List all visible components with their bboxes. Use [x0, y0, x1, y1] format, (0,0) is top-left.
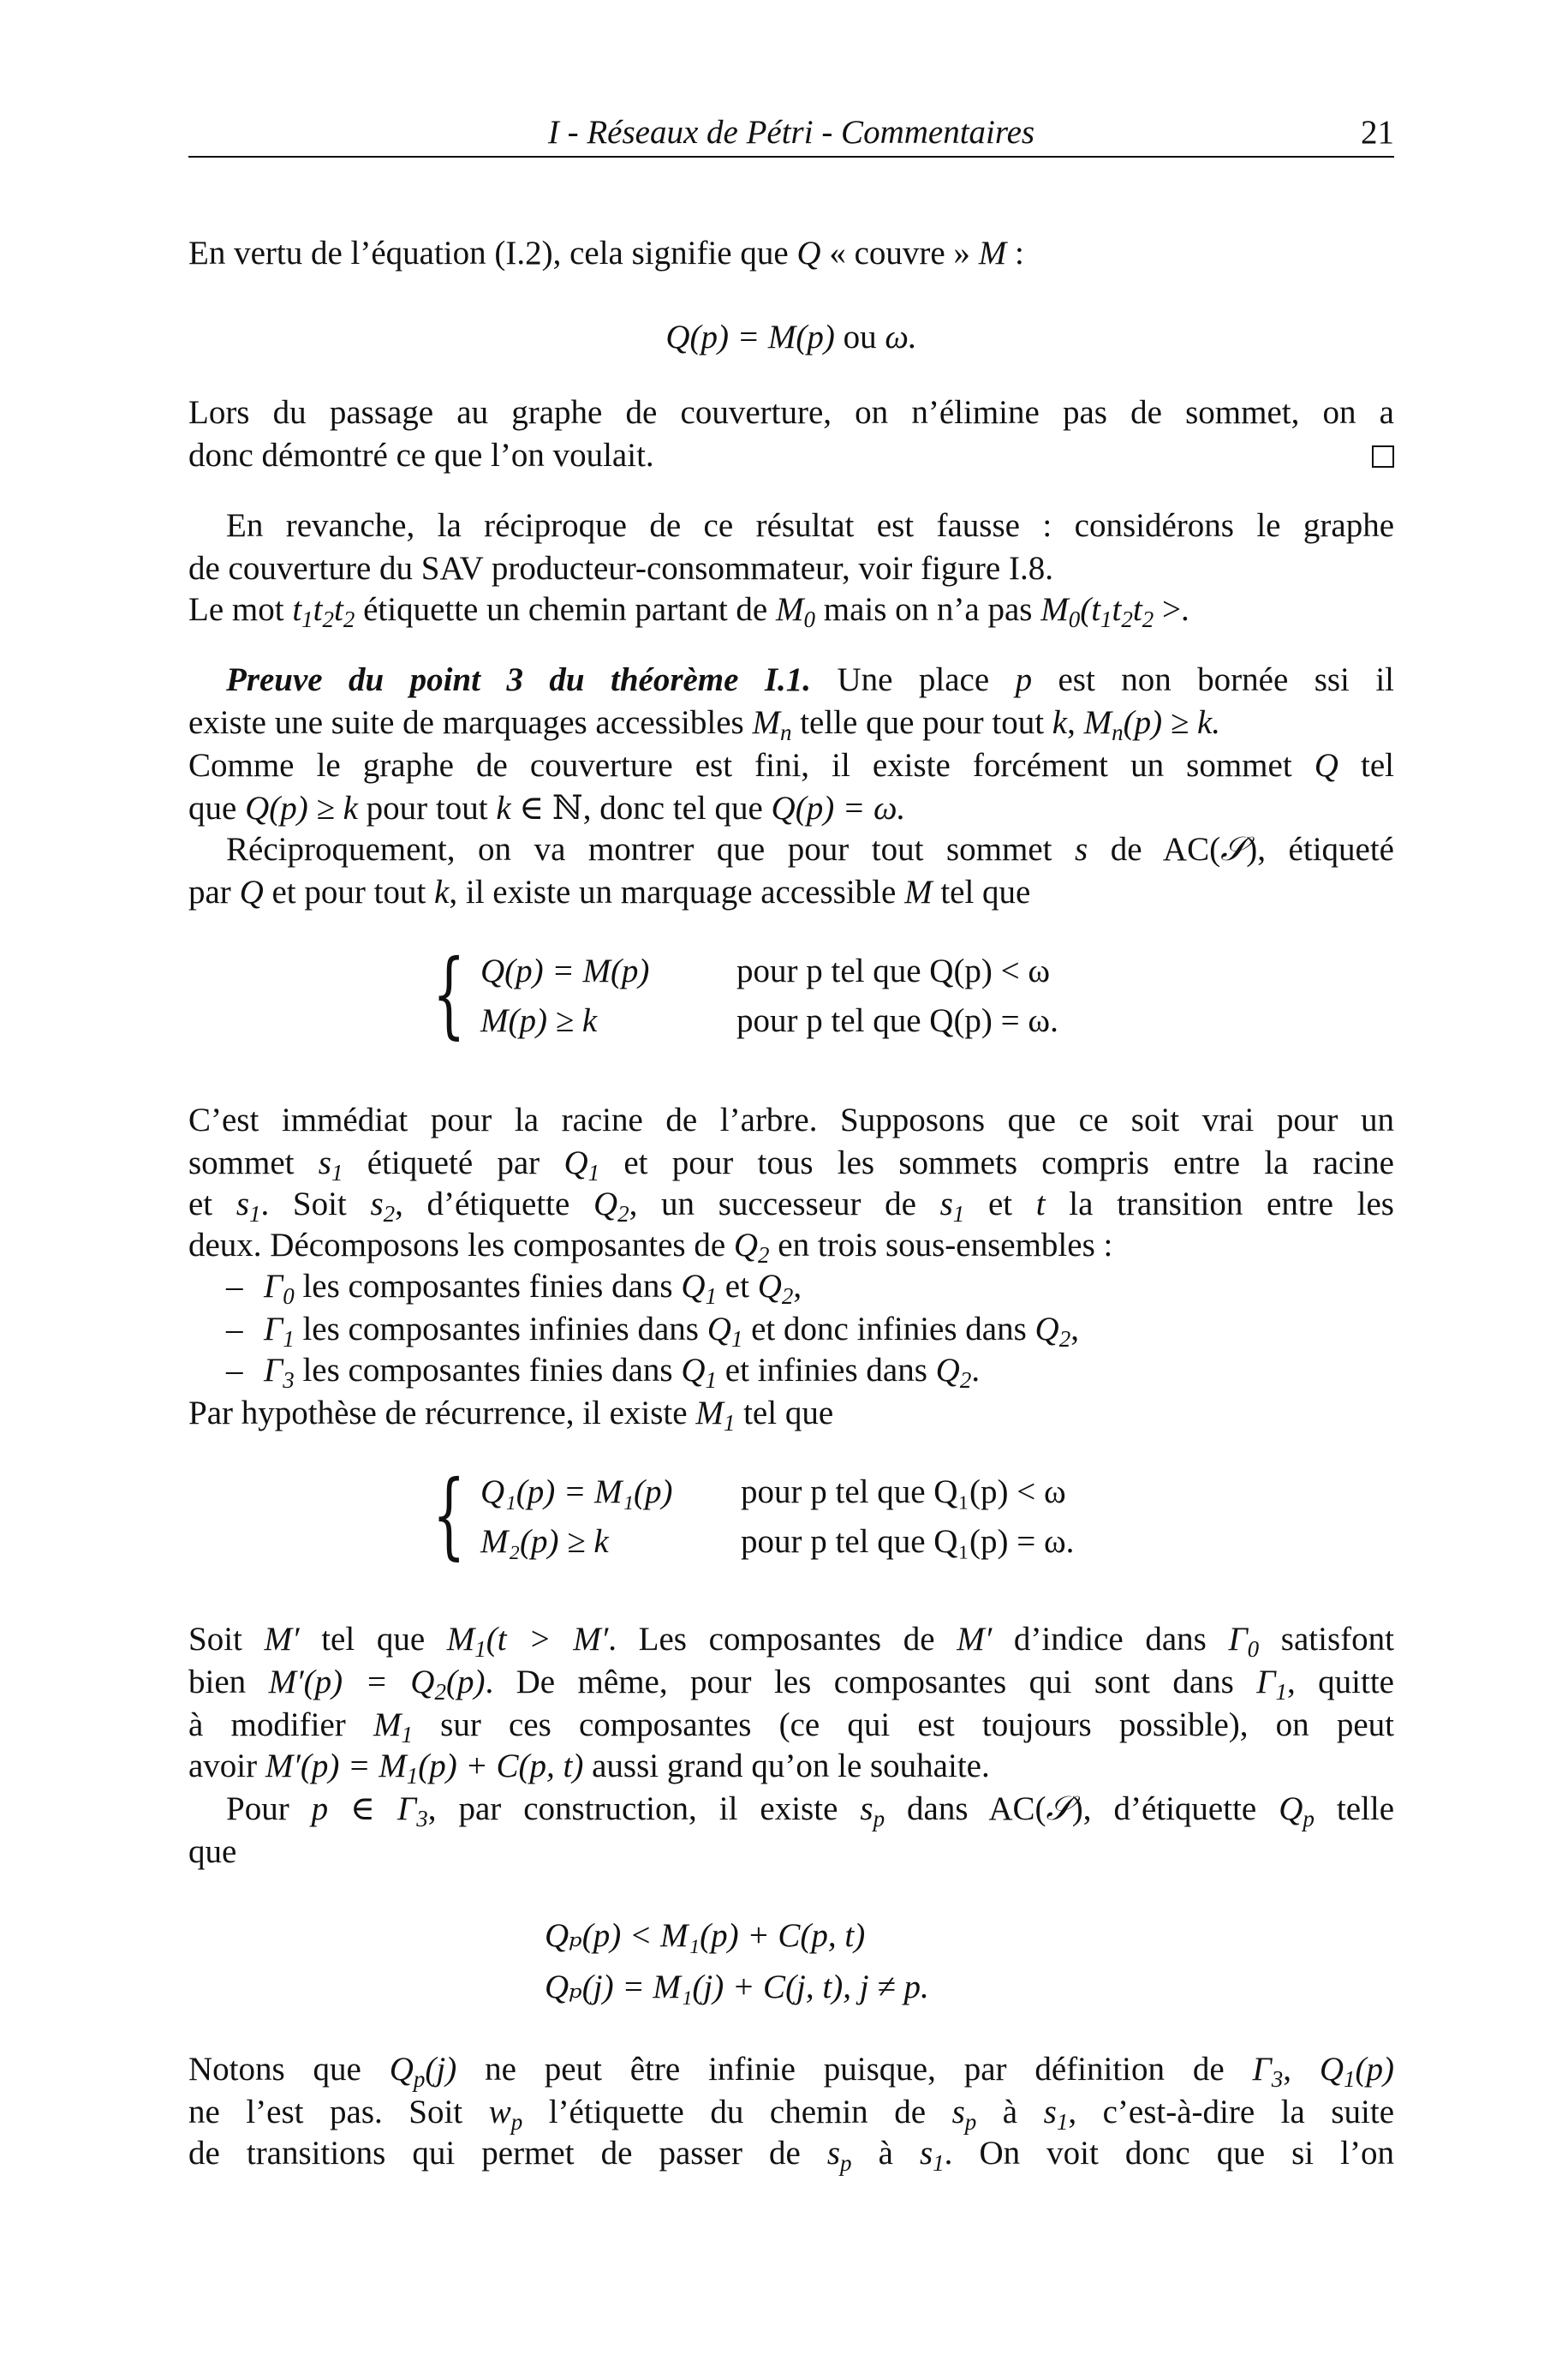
paragraph-line: C’est immédiat pour la racine de l’arbre. Supposons que ce soit vrai pour un	[188, 1102, 1394, 1138]
paragraph-line: deux. Décomposons les composantes de $Q_2$ en trois sous-ensembles :	[188, 1227, 1113, 1268]
equation-system: { Q₁(p) = M₁(p) pour p tel que Q₁(p) < ω M₂(p) ≥ k pour p tel que Q₁(p) = ω.	[432, 1460, 1075, 1569]
paragraph-line: à modifier $M_1$ sur ces composantes (ce qui est toujours possible), on peut	[188, 1706, 1394, 1748]
list-item: – $\Gamma_1$ les composantes infinies dans $Q_1$ et donc infinies dans $Q_2$,	[226, 1311, 1079, 1352]
equation-system: { Q(p) = M(p) pour p tel que Q(p) < ω M(p) ≥ k pour p tel que Q(p) = ω.	[432, 939, 1058, 1049]
running-title: I - Réseaux de Pétri - Commentaires	[547, 114, 1035, 151]
paragraph-line: Soit M′ tel que $M_1(t > M'$. Les composantes de M′ d’indice dans $\Gamma_0$ satisfont	[188, 1621, 1394, 1662]
paragraph-line: En vertu de l’équation (I.2), cela signifie que Q « couvre » M :	[188, 235, 1024, 272]
paragraph-line: avoir $M'(p) = M_1(p) + C(p$, t) aussi grand qu’on le souhaite.	[188, 1748, 990, 1789]
qed-square-icon	[1372, 445, 1394, 468]
paragraph-line: existe une suite de marquages accessibles $M_n$ telle que pour tout k, $M_n(p) \ge k$.	[188, 704, 1221, 745]
paragraph-line: que	[188, 1833, 237, 1870]
paragraph-line: de couverture du SAV producteur-consommateur, voir figure I.8.	[188, 550, 1053, 587]
paragraph-line: En revanche, la réciproque de ce résultat est fausse : considérons le graphe	[226, 507, 1394, 544]
list-item: – $\Gamma_0$ les composantes finies dans $Q_1$ et $Q_2$,	[226, 1268, 802, 1309]
paragraph-line: ne l’est pas. Soit $w_p$ l’étiquette du chemin de $s_p$ à $s_1$, c’est-à-dire la suite	[188, 2094, 1394, 2135]
running-header	[188, 110, 1394, 158]
list-item: – $\Gamma_3$ les composantes finies dans $Q_1$ et infinies dans $Q_2$.	[226, 1352, 981, 1393]
display-equation: Q(p) = M(p) ou ω.	[665, 319, 917, 356]
paragraph-line: Le mot $t_1t_2t_2$ étiquette un chemin partant de $M_0$ mais on n’a pas $M_0(t_1t_2t_2$ >.	[188, 591, 1189, 632]
display-equation: Qₚ(j) = M₁(j) + C(j, t), j ≠ p.	[545, 1969, 929, 2005]
paragraph-line: Par hypothèse de récurrence, il existe $M_1$ tel que	[188, 1395, 834, 1436]
left-brace-icon: {	[432, 1460, 466, 1569]
paragraph-line: que Q(p) ≥ k pour tout k ∈ ℕ, donc tel que Q(p) = ω.	[188, 790, 906, 827]
paragraph-line: Réciproquement, on va montrer que pour tout sommet s de AC(𝒮), étiqueté	[226, 831, 1394, 868]
paragraph-line: donc démontré ce que l’on voulait.	[188, 435, 1394, 476]
display-equation: Qₚ(p) < M₁(p) + C(p, t)	[545, 1917, 866, 1954]
paragraph-line: par Q et pour tout k, il existe un marquage accessible M tel que	[188, 874, 1031, 911]
paragraph-line: et $s_1$. Soit $s_2$, d’étiquette $Q_2$, un successeur de $s_1$ et t la transition entre les	[188, 1186, 1394, 1227]
paragraph-line: Notons que $Q_p(j)$ ne peut être infinie puisque, par définition de $\Gamma_3$, $Q_1(p)$	[188, 2051, 1395, 2092]
paragraph-line: Preuve du point 3 du théorème I.1. Une place p est non bornée ssi il	[226, 661, 1394, 698]
paragraph-line: de transitions qui permet de passer de $s_p$ à $s_1$. On voit donc que si l’on	[188, 2135, 1395, 2176]
paragraph-line: bien $M'(p) = Q_2(p)$. De même, pour les composantes qui sont dans $\Gamma_1$, quitte	[188, 1664, 1394, 1705]
paragraph-line: sommet $s_1$ étiqueté par $Q_1$ et pour tous les sommets compris entre la racine	[188, 1144, 1394, 1186]
proof-heading: Preuve du point 3 du théorème I.1.	[226, 661, 812, 698]
page-number: 21	[1361, 114, 1394, 151]
paragraph-line: Pour p ∈ $\Gamma_3$, par construction, il existe $s_p$ dans AC(𝒮), d’étiquette $Q_p$ telle	[226, 1790, 1395, 1831]
paragraph-line: Lors du passage au graphe de couverture, on n’élimine pas de sommet, on a	[188, 394, 1394, 431]
left-brace-icon: {	[432, 939, 466, 1049]
paragraph-line: Comme le graphe de couverture est fini, il existe forcément un sommet Q tel	[188, 747, 1394, 784]
